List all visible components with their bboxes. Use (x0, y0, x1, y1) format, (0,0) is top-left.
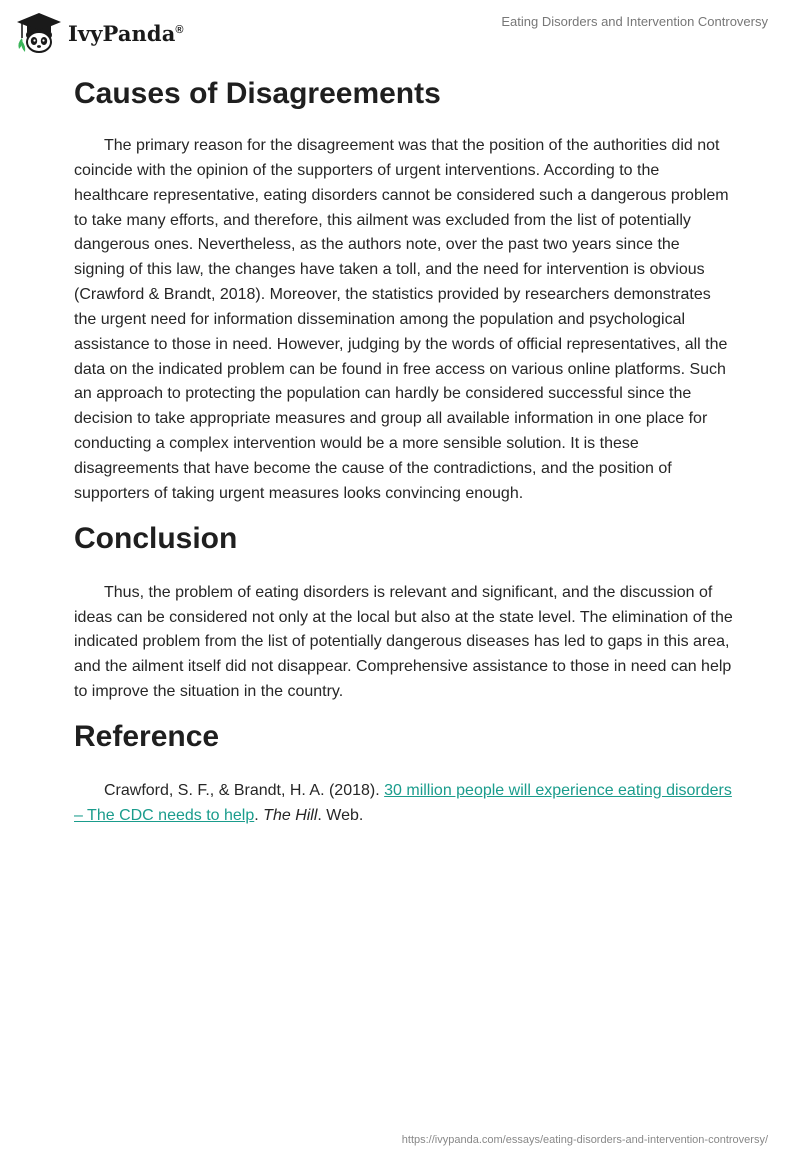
reference-suffix: . Web. (317, 806, 364, 824)
logo-text: IvyPanda® (68, 20, 184, 46)
reference-authors: Crawford, S. F., & Brandt, H. A. (2018). (104, 781, 380, 799)
footer-url: https://ivypanda.com/essays/eating-disorders-and-intervention-controversy/ (401, 1134, 768, 1146)
logo[interactable] (14, 8, 184, 58)
panda-graduate-icon (14, 11, 64, 55)
conclusion-section (74, 517, 734, 705)
reference-heading: Reference (74, 719, 220, 753)
reference-source: The Hill (263, 806, 318, 824)
reference-link[interactable]: 30 million people will experience eating disorders – The CDC needs to help (74, 781, 732, 824)
document-title: Eating Disorders and Intervention Controversy (501, 14, 768, 29)
reference-entry (74, 779, 734, 829)
reference-section (74, 715, 734, 829)
registered-mark: ® (175, 23, 184, 36)
causes-heading: Causes of Disagreements (74, 77, 441, 110)
conclusion-paragraph: Thus, the problem of eating disorders is relevant and significant, and the discussion of ideas can be considered not only at the local but also at the state level. The elimination of the indicated problem from the list of potentially dangerous diseases has led to gaps in this area, and the ailment itself did not disappear. Comprehensive assistance to those in need can help to improve the situation in the country. (74, 583, 733, 701)
essay-content (74, 70, 734, 829)
causes-section (74, 72, 734, 507)
reference-period: . (254, 806, 259, 824)
causes-paragraph: The primary reason for the disagreement was that the position of the authorities did not coincide with the opinion of the supporters of urgent interventions. According to the healthcare representative, eating disorders cannot be considered such a dangerous problem to take many efforts, and therefore, this ailment was excluded from the list of potentially dangerous ones. Nevertheless, as the authors note, over the past two years since the signing of this law, the changes have taken a toll, and the need for intervention is obvious (Crawford & Brandt, 2018). Moreover, the statistics provided by researchers demonstrates the urgent need for information dissemination among the population and psychological assistance to those in need. However, judging by the words of official representatives, all the data on the indicated problem can be found in free access on various online platforms. Such an approach to protecting the population can hardly be considered successful since the decision to take appropriate measures and group all available information in one place for conducting a complex intervention would be a more sensible solution. It is these disagreements that have become the cause of the contradictions, and the position of supporters of taking urgent measures looks convincing enough. (74, 137, 729, 502)
conclusion-heading: Conclusion (74, 521, 238, 555)
